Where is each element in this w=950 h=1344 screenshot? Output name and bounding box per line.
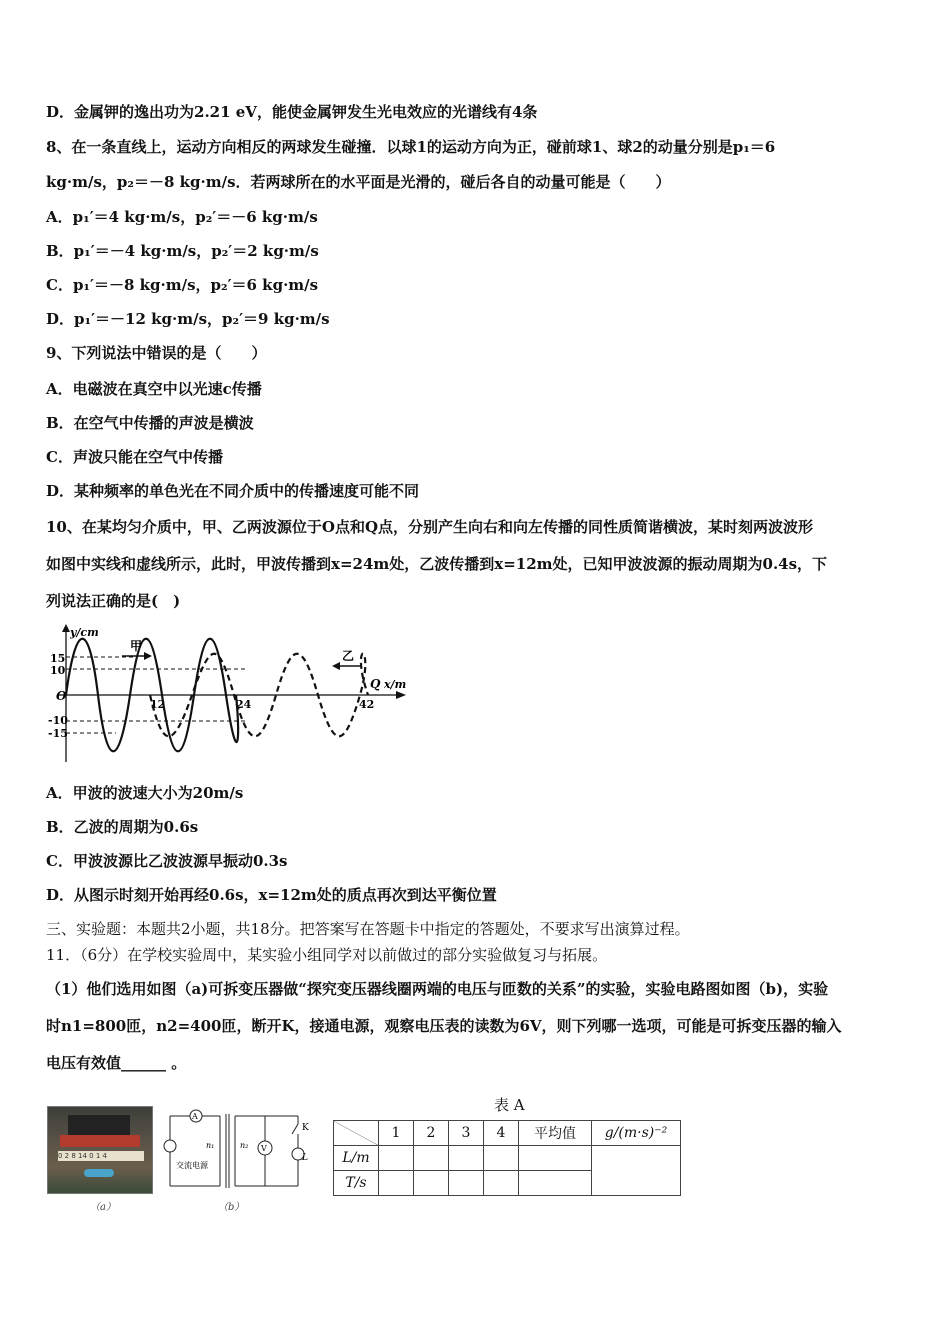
tick-x-24: 24 [236,698,252,711]
table-cell-g[interactable] [592,1146,681,1196]
source-q-label: Q [370,677,381,691]
header-2: 2 [414,1121,449,1146]
q11-part1-1: （1）他们选用如图（a)可拆变压器做“探究变压器线圈两端的电压与匝数的关系”的实验，实验电路图如图（b)，实验 [46,980,829,998]
q11-part1-2: 时n1=800匝，n2=400匝，断开K，接通电源，观察电压表的读数为6V，则下列哪一选项，可能是可拆变压器的输入 [46,1017,842,1035]
n1-label: n₁ [206,1141,215,1150]
tick-x-12: 12 [150,698,166,711]
header-4: 4 [484,1121,519,1146]
q9-option-c: C．声波只能在空气中传播 [46,448,223,466]
tick-minus-15: -15 [48,727,68,740]
jia-arrow-head [144,652,152,660]
header-g: g/(m·s)⁻² [592,1121,681,1146]
ammeter-label: A [192,1112,198,1121]
tick-minus-10: -10 [48,714,68,727]
table-header-row [334,1121,681,1146]
tick-10: 10 [50,664,66,677]
q8-option-d: D．p₁′＝－12 kg·m/s，p₂′＝9 kg·m/s [46,310,330,328]
transformer-photo [47,1106,153,1194]
x-axis-label: x/m [384,678,407,691]
wave-jia-label: 甲 [130,639,143,653]
q10-option-c: C．甲波波源比乙波波源早振动0.3s [46,852,288,870]
q8-option-a: A．p₁′＝4 kg·m/s，p₂′＝－6 kg·m/s [46,208,318,226]
q9-option-b: B．在空气中传播的声波是横波 [46,414,254,432]
switch-label: K [302,1123,309,1133]
table-cell[interactable] [484,1146,519,1171]
wave-figure [46,622,416,768]
source-label: 交流电源 [176,1161,208,1170]
caption-b: （b） [218,1202,245,1213]
origin-label: O [56,689,67,703]
table-row [334,1146,681,1171]
table-cell[interactable] [379,1146,414,1171]
table-cell[interactable] [414,1171,449,1196]
table-cell[interactable] [519,1171,592,1196]
table-cell[interactable] [449,1171,484,1196]
q10-option-d: D．从图示时刻开始再经0.6s，x=12m处的质点再次到达平衡位置 [46,886,497,904]
q9-option-d: D．某种频率的单色光在不同介质中的传播速度可能不同 [46,482,420,500]
n2-label: n₂ [240,1141,249,1150]
q9-stem: 9、下列说法中错误的是（ ） [46,344,267,362]
q11-part1-3: 电压有效值______ 。 [46,1054,187,1072]
y-axis-arrow [62,624,70,632]
table-cell[interactable] [414,1146,449,1171]
x-axis-arrow [396,691,406,699]
q8-stem-2: kg·m/s，p₂＝－8 kg·m/s．若两球所在的水平面是光滑的，碰后各自的动量可能是（ ） [46,173,671,191]
y-axis-label: y/cm [70,626,99,639]
q8-option-b: B．p₁′＝－4 kg·m/s，p₂′＝2 kg·m/s [46,242,319,260]
wave-yi-label: 乙 [342,649,355,663]
header-1: 1 [379,1121,414,1146]
table-cell[interactable] [519,1146,592,1171]
photo-scale-labels: 0 2 8 14 0 1 4 [58,1151,144,1161]
caption-a: （a） [90,1202,116,1213]
q10-stem-2: 如图中实线和虚线所示，此时，甲波传播到x=24m处，乙波传播到x=12m处，已知甲波波源的振动周期为0.4s，下 [46,555,828,573]
q10-stem-1: 10、在某均匀介质中，甲、乙两波源位于O点和Q点，分别产生向右和向左传播的同性质简谐横波，某时刻两波波形 [46,518,814,536]
q9-option-a: A．电磁波在真空中以光速c传播 [46,380,262,398]
q10-option-a: A．甲波的波速大小为20m/s [46,784,244,802]
yi-arrow-head [332,662,340,670]
row-label-t: T/s [334,1171,379,1196]
table-a-title: 表 A [494,1096,525,1114]
q7-option-d: D．金属钾的逸出功为2.21 eV，能使金属钾发生光电效应的光谱线有4条 [46,103,538,121]
header-3: 3 [449,1121,484,1146]
circuit-diagram [160,1108,320,1198]
table-a [333,1120,681,1196]
tick-x-42: 42 [359,698,375,711]
switch-k [292,1124,298,1134]
q11-stem: 11．（6分）在学校实验周中，某实验小组同学对以前做过的部分实验做复习与拓展。 [46,946,608,964]
lamp-label: L [302,1153,308,1163]
table-cell[interactable] [379,1171,414,1196]
q10-option-b: B．乙波的周期为0.6s [46,818,199,836]
header-average: 平均值 [519,1121,592,1146]
table-cell[interactable] [449,1146,484,1171]
ac-source-symbol [164,1140,176,1152]
table-cell[interactable] [484,1171,519,1196]
q10-stem-3: 列说法正确的是( ) [46,592,181,610]
row-label-l: L/m [334,1146,379,1171]
header-corner [334,1121,379,1146]
q8-option-c: C．p₁′＝－8 kg·m/s，p₂′＝6 kg·m/s [46,276,319,294]
q8-stem-1: 8、在一条直线上，运动方向相反的两球发生碰撞．以球1的运动方向为正，碰前球1、球2的动量分别是p₁＝6 [46,138,776,156]
tick-15: 15 [50,652,66,665]
section-3-heading: 三、实验题：本题共2小题，共18分。把答案写在答题卡中指定的答题处，不要求写出演算过程。 [46,920,690,938]
voltmeter-label: V [261,1144,267,1153]
